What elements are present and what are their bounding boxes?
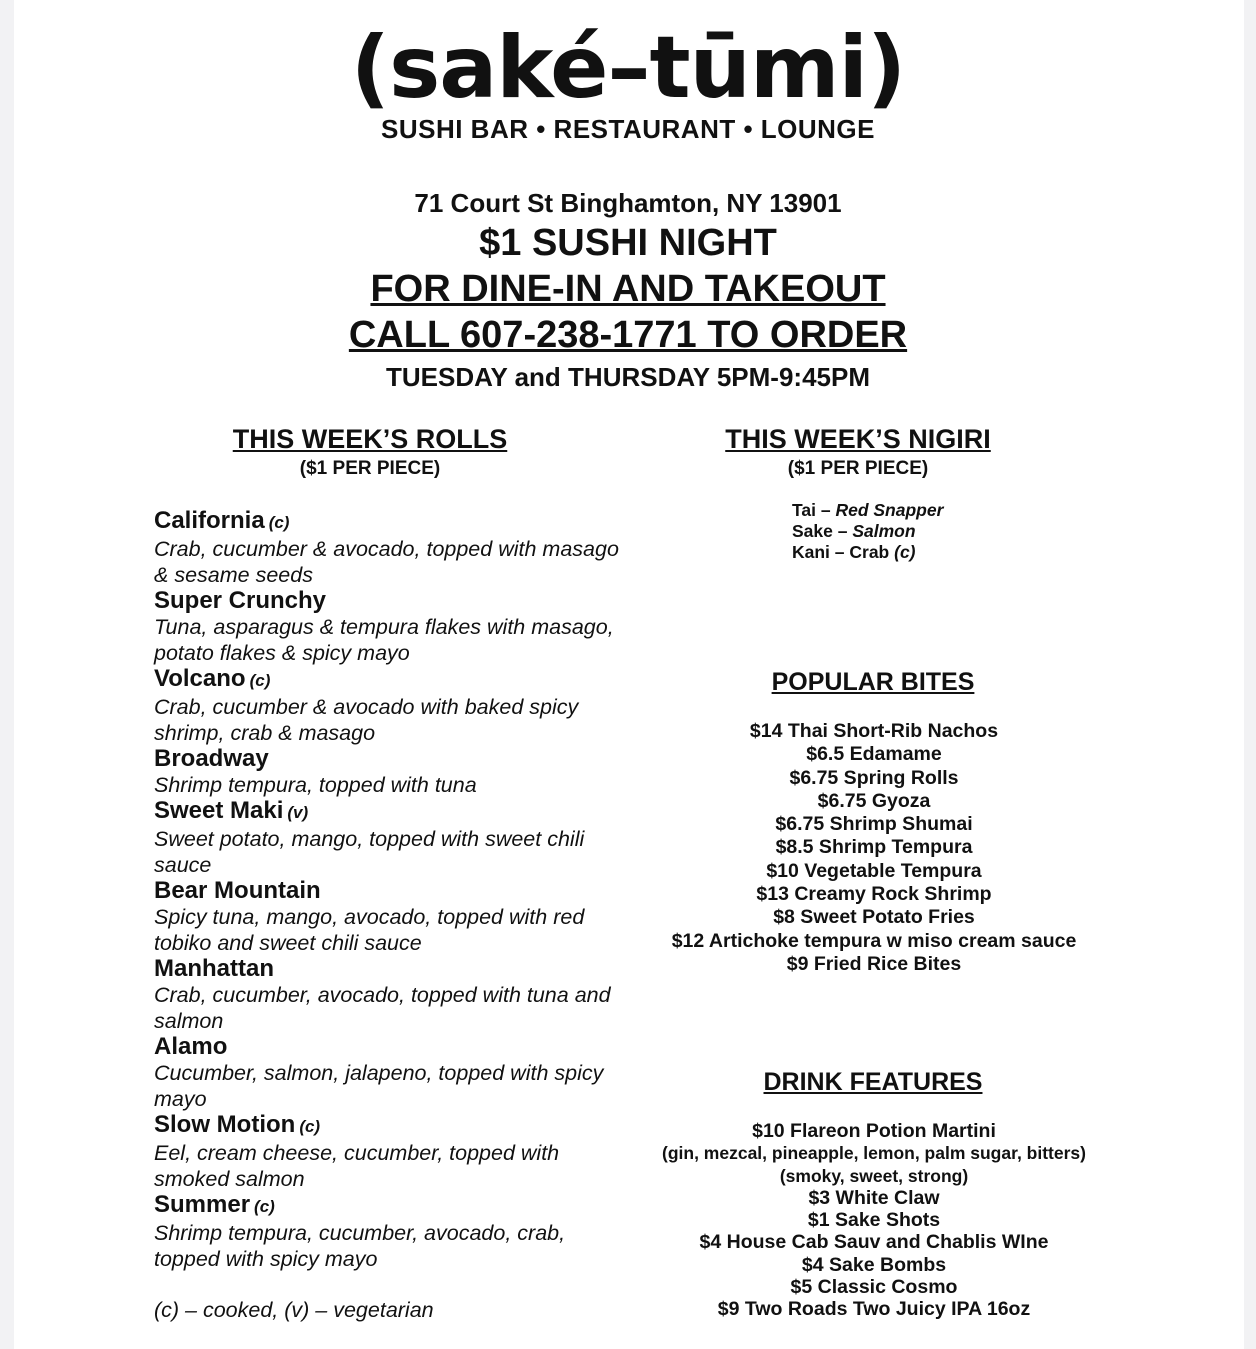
roll-name: [154, 956, 624, 982]
roll-description: Sweet potato, mango, topped with sweet chili sauce: [154, 827, 585, 877]
roll-name: [154, 746, 624, 772]
nigiri-price-note: ($1 PER PIECE): [787, 458, 929, 479]
roll-name: [154, 798, 624, 826]
drink-item: $3 White Claw: [808, 1186, 940, 1209]
bite-item: $14 Thai Short-Rib Nachos: [749, 720, 999, 742]
bite-item: $12 Artichoke tempura w miso cream sauce: [671, 929, 1077, 952]
drink-note: (gin, mezcal, pineapple, lemon, palm sugar, bitters): [662, 1143, 1086, 1164]
address: 71 Court St Binghamton, NY 13901: [414, 188, 842, 218]
roll-description: Shrimp tempura, topped with tuna: [154, 773, 477, 797]
drink-item: $4 House Cab Sauv and Chablis WIne: [699, 1231, 1049, 1254]
roll-name: [154, 666, 624, 694]
bite-item: $13 Creamy Rock Shrimp: [756, 883, 992, 906]
roll-name: [154, 588, 624, 614]
dine-in-note: FOR DINE-IN AND TAKEOUT: [370, 268, 886, 310]
rolls-list: [154, 508, 624, 1272]
roll-name-text: Summer: [154, 1191, 251, 1218]
roll-item: [154, 508, 624, 588]
rolls-heading: THIS WEEK’S ROLLS: [232, 424, 508, 454]
nigiri-heading: THIS WEEK’S NIGIRI: [725, 424, 991, 454]
drink-item: $10 Flareon Potion Martini: [752, 1120, 996, 1142]
roll-description: Crab, cucumber & avocado with baked spicy shrimp, crab & masago: [154, 695, 579, 745]
bite-item: $6.75 Shrimp Shumai: [775, 813, 973, 836]
roll-diet-tag: (c): [268, 513, 290, 532]
restaurant-logo: (saké–tūmi): [350, 18, 906, 118]
roll-description: Crab, cucumber, avocado, topped with tuna and salmon: [154, 983, 611, 1033]
bites-heading: POPULAR BITES: [771, 668, 975, 696]
roll-name: [154, 1192, 624, 1220]
roll-name: [154, 1112, 624, 1140]
roll-item: [154, 878, 624, 956]
nigiri-item: [792, 542, 943, 563]
roll-item: [154, 666, 624, 746]
drink-note: (smoky, sweet, strong): [779, 1165, 969, 1186]
roll-description: Eel, cream cheese, cucumber, topped with smoked salmon: [154, 1141, 560, 1191]
bite-item: $8 Sweet Potato Fries: [773, 906, 975, 929]
roll-name-text: California: [154, 507, 265, 534]
roll-name-text: Slow Motion: [154, 1111, 296, 1138]
bite-item: $9 Fried Rice Bites: [786, 952, 962, 975]
nigiri-diet-tag: (c): [894, 542, 916, 562]
roll-description: Spicy tuna, mango, avocado, topped with red tobiko and sweet chili sauce: [154, 905, 585, 955]
roll-item: [154, 1192, 624, 1272]
diet-legend: (c) – cooked, (v) – vegetarian: [154, 1298, 434, 1322]
nigiri-name: Sake –: [792, 521, 853, 541]
roll-name-text: Broadway: [154, 745, 269, 772]
roll-name: [154, 1034, 624, 1060]
roll-item: [154, 588, 624, 666]
roll-name-text: Manhattan: [154, 955, 274, 982]
nigiri-name: Kani – Crab: [792, 542, 895, 562]
roll-description: Tuna, asparagus & tempura flakes with masago, potato flakes & spicy mayo: [154, 615, 614, 665]
roll-name-text: Bear Mountain: [154, 877, 321, 904]
nigiri-description: Red Snapper: [835, 500, 944, 520]
drink-item: $9 Two Roads Two Juicy IPA 16oz: [717, 1298, 1031, 1321]
call-to-order: CALL 607-238-1771 TO ORDER: [348, 314, 908, 356]
roll-item: [154, 1034, 624, 1112]
roll-name-text: Volcano: [154, 665, 246, 692]
drink-item: $5 Classic Cosmo: [790, 1276, 958, 1299]
roll-name-text: Alamo: [154, 1033, 228, 1060]
nigiri-list: [792, 500, 943, 563]
roll-item: [154, 746, 624, 798]
roll-description: Crab, cucumber & avocado, topped with masago & sesame seeds: [154, 537, 619, 587]
bite-item: $6.75 Gyoza: [817, 789, 931, 812]
bite-item: $8.5 Shrimp Tempura: [775, 836, 973, 859]
roll-item: [154, 798, 624, 878]
rolls-price-note: ($1 PER PIECE): [299, 458, 441, 479]
tagline: SUSHI BAR • RESTAURANT • LOUNGE: [380, 114, 875, 144]
nigiri-item: [792, 521, 943, 542]
nigiri-name: Tai –: [792, 500, 836, 520]
drink-item: $1 Sake Shots: [807, 1209, 941, 1232]
bite-item: $10 Vegetable Tempura: [766, 859, 982, 882]
bites-list: [612, 720, 1136, 976]
bite-item: $6.5 Edamame: [806, 743, 942, 766]
nigiri-description: Salmon: [852, 521, 916, 541]
roll-name-text: Sweet Maki: [154, 797, 284, 824]
roll-diet-tag: (v): [287, 803, 309, 822]
roll-description: Shrimp tempura, cucumber, avocado, crab, topped with spicy mayo: [154, 1221, 566, 1271]
nigiri-item: [792, 500, 943, 521]
promo-title: $1 SUSHI NIGHT: [479, 222, 777, 264]
roll-diet-tag: (c): [249, 671, 271, 690]
drinks-heading: DRINK FEATURES: [763, 1068, 983, 1096]
roll-name: [154, 878, 624, 904]
bite-item: $6.75 Spring Rolls: [789, 766, 959, 789]
roll-description: Cucumber, salmon, jalapeno, topped with spicy mayo: [154, 1061, 604, 1111]
roll-diet-tag: (c): [299, 1117, 321, 1136]
drinks-list: [612, 1120, 1136, 1321]
roll-name-text: Super Crunchy: [154, 587, 327, 614]
drink-item: $4 Sake Bombs: [801, 1253, 947, 1276]
roll-name: [154, 508, 624, 536]
roll-item: [154, 956, 624, 1034]
schedule: TUESDAY and THURSDAY 5PM-9:45PM: [385, 362, 871, 392]
roll-diet-tag: (c): [254, 1197, 275, 1216]
roll-item: [154, 1112, 624, 1192]
